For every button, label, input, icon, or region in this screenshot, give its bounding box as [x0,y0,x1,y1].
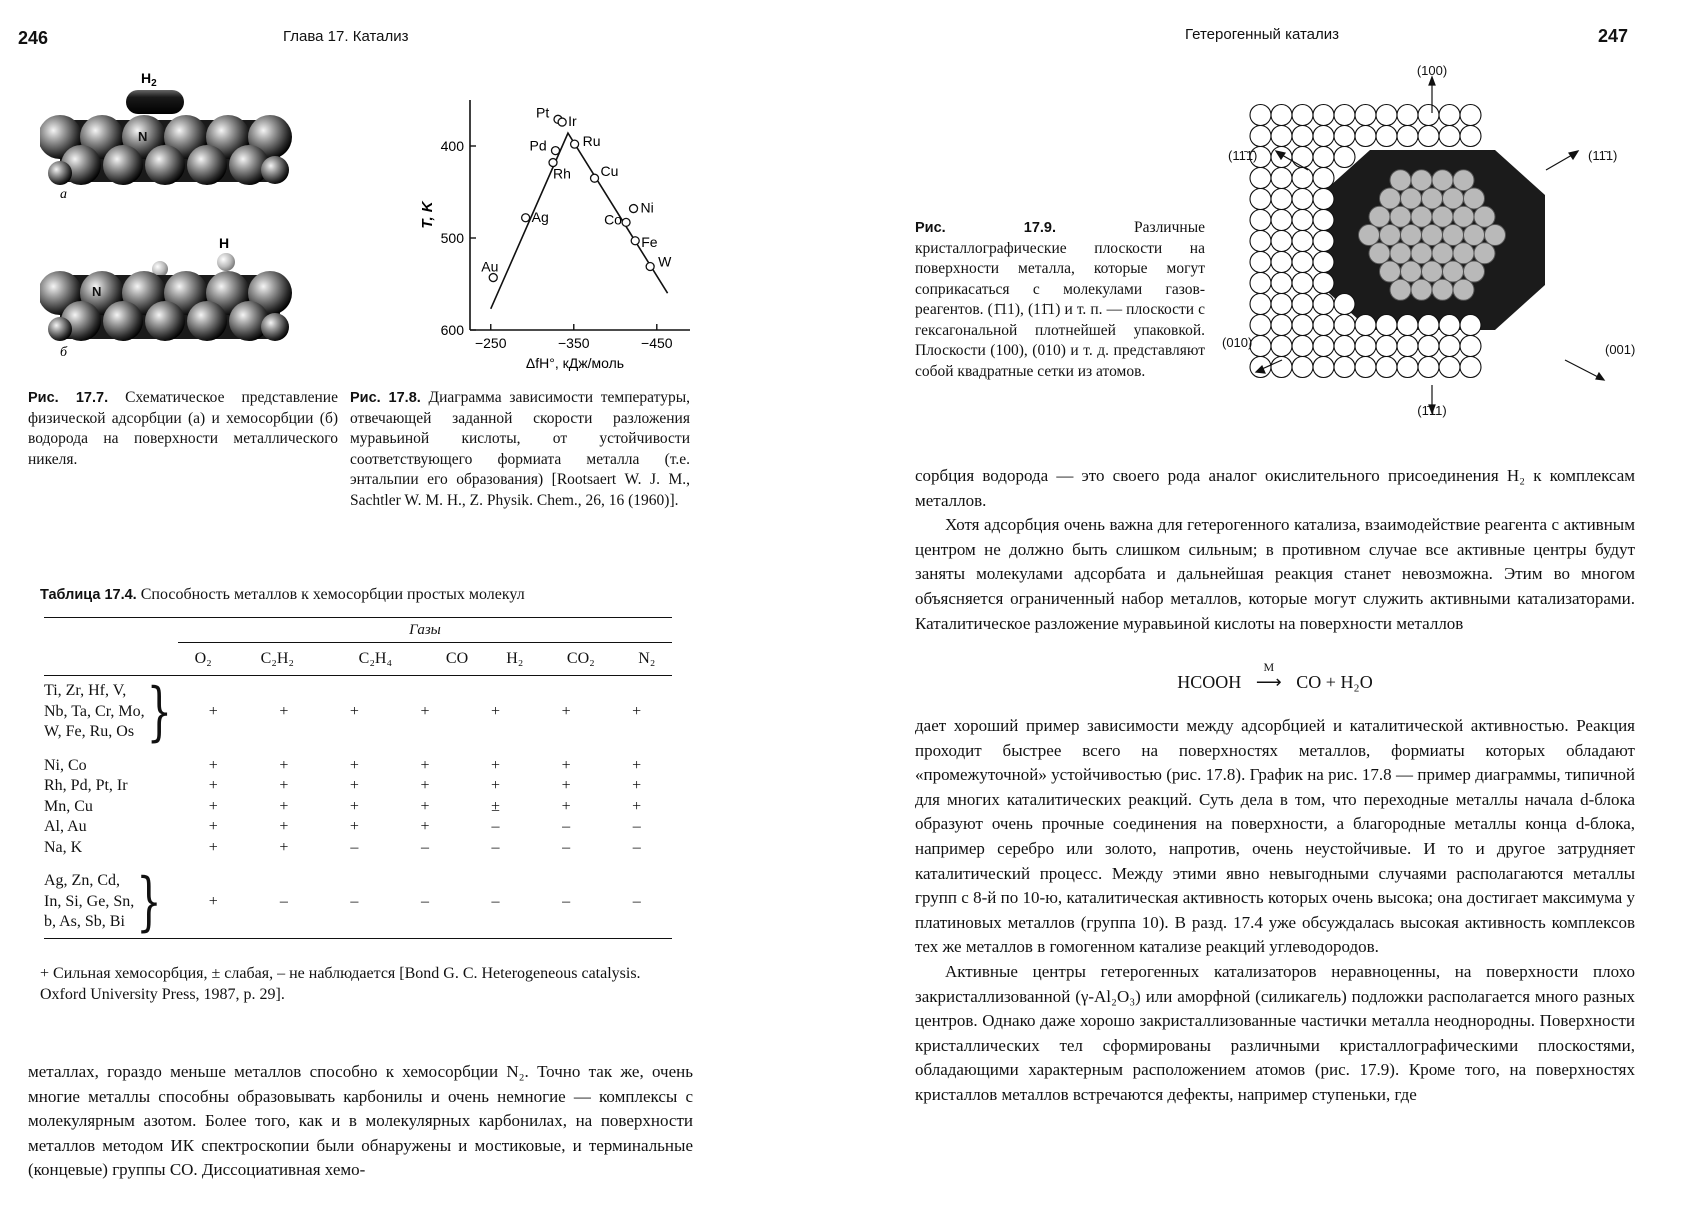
data-label: Ni [640,199,654,216]
surface-atom [1271,294,1292,315]
surface-atom [1418,105,1439,126]
hcp-atom [1464,261,1485,282]
hcp-atom [1411,243,1432,264]
row-brace: } [136,864,162,939]
data-label: W [658,253,672,270]
right-page-number: 247 [1598,26,1629,46]
hcp-atom [1464,225,1485,246]
table-cell: + [420,797,430,815]
caption-label: Рис. 17.8. [350,390,421,406]
figure-17-9-caption [915,218,1205,382]
surface-atom [1313,294,1334,315]
hcp-atom [1380,188,1401,209]
surface-atom [1460,126,1481,147]
surface-atom [1334,147,1355,168]
hcp-atom [1359,225,1380,246]
surface-atom [1313,147,1334,168]
hcp-atom [1443,225,1464,246]
hcp-atom [1390,279,1411,300]
h-atom [217,253,235,271]
data-label: Pt [536,104,550,121]
table-data [44,676,672,938]
table-column-header: C₂H₄ [358,650,393,667]
surface-atom [1250,189,1271,210]
caption-label: Рис. 17.7. [28,390,109,406]
surface-atom [1250,231,1271,252]
surface-atom [1376,126,1397,147]
metal-group-line: Al, Au [44,818,87,835]
metal-group-line: b, As, Sb, Bi [44,913,125,930]
surface-atom [1439,126,1460,147]
surface-atom [1355,357,1376,378]
table-cell: + [561,702,571,720]
plane-label-upper-left: (11̄1̄) [1228,148,1258,163]
surface-atom [1313,231,1334,252]
surface-atom [1334,315,1355,336]
hcp-atom [1432,206,1453,227]
surface-atom [1271,126,1292,147]
surface-atom [1292,105,1313,126]
surface-atom [1397,336,1418,357]
table-cell: – [279,892,288,910]
table-cell: – [350,892,359,910]
table-17-4-caption [40,586,680,604]
right-paragraph: дает хороший пример зависимости между адсорбцией и каталитической активностью. Реакция проходит быстрее всего на поверхностях металлов, формиаты которых обладают «промежуточной» устойчивостью (рис. 17.8). График на рис. 17.8 — пример диаграммы, типичной для многих каталитических реакций. Суть дела в том, что переходные металлы начала d-блока образуют очень прочные соединения на поверхности, а благородные металлы конца d-блока, например серебро или золото, напротив, очень неустойчивые. И то и другое затрудняет каталитический процесс. Между этими явно невыгодными случаями располагаются металлы групп с 8-й по 10-ю, каталитическая активность которых очень высока; она достигает максимума у платиновых металлов (группа 10). В разд. 17.4 уже обсуждалась высокая активность комплексов тех же металлов в гомогенном катализе реакций углеводородов. [915,716,1635,957]
surface-atom [1250,336,1271,357]
table-cell: + [491,756,501,774]
hcp-atom [1401,261,1422,282]
subfig-label-a: а [60,187,67,202]
table-row [44,838,672,859]
metal-group-line: Ag, Zn, Cd, [44,872,120,889]
surface-atom [1313,315,1334,336]
hcp-atom [1369,206,1390,227]
surface-atom [1397,315,1418,336]
table-cell: + [491,777,501,795]
table-cell: + [561,797,571,815]
x-tick-label: −350 [558,335,590,351]
subfig-label-b: б [60,345,68,360]
table-row [44,817,672,838]
surface-atom [1292,231,1313,252]
surface-atom [1250,105,1271,126]
metal-group-line: Rh, Pd, Pt, Ir [44,777,128,794]
x-axis-label: ΔfH°, кДж/моль [525,355,625,371]
table-cell: + [279,702,289,720]
surface-atom [1334,357,1355,378]
x-tick-label: −250 [474,335,507,351]
metal-group-line: Mn, Cu [44,797,93,815]
h2-molecule [126,90,184,114]
surface-atom [1292,273,1313,294]
plane-label-upper-right: (11̄1) [1588,148,1618,163]
hcp-atom [1411,170,1432,191]
table-group-header: Газы [409,622,441,638]
table-cell: + [349,818,359,836]
x-tick-label: −450 [641,335,673,351]
hcp-atom [1422,261,1443,282]
surface-atom [1292,315,1313,336]
surface-atom [1460,357,1481,378]
table-cell: – [420,838,429,856]
data-point-ni [630,205,638,213]
data-label: Cu [600,163,619,180]
table-cell: + [561,777,571,795]
hcp-atom [1443,188,1464,209]
surface-atom [1250,252,1271,273]
surface-atom [1313,273,1334,294]
table-metals-cell [44,676,178,748]
table-cell: + [349,797,359,815]
plane-label-010: (010) [1222,335,1253,350]
surface-atom [1292,126,1313,147]
hcp-atom [1411,279,1432,300]
row-brace: } [146,674,173,749]
table-cell: + [208,702,218,720]
formula-catalyst: M [1263,660,1275,674]
data-point-ag [522,214,530,222]
surface-atom [1439,315,1460,336]
table-cell: – [491,838,500,856]
surface-atom [1460,105,1481,126]
data-label: Fe [641,233,658,250]
surface-atom [1397,126,1418,147]
right-paragraph: Хотя адсорбция очень важна для гетерогенного катализа, взаимодействие реагента с активным центром не должно быть слишком сильным; в противном случае все активные центры будут заняты молекулами адсорбата и дальнейшая реакция станет невозможна. Этим во многом объясняется ограниченный набор металлов, которые могут служить активными катализаторами. Каталитическое разложение муравьиной кислоты на поверхности металлов [915,515,1635,633]
table-footnote: + Сильная хемосорбция, ± слабая, – не наблюдается [Bond G. C. Heterogeneous catalysis. Oxford University Press, 1987, p. 29]. [40,965,641,1003]
surface-atom [1418,336,1439,357]
surface-atom [1376,357,1397,378]
plane-label-bottom: (1̄11) [1417,403,1447,418]
hcp-atom [1432,279,1453,300]
surface-atom [1376,336,1397,357]
hcp-atom [1380,225,1401,246]
surface-atom [1460,315,1481,336]
data-point-cu [591,174,599,182]
table-cell: + [420,818,430,836]
table-cell: + [420,777,430,795]
surface-atom [1334,336,1355,357]
table-17-4 [44,617,672,939]
table-cell: – [491,818,500,836]
surface-atom [1334,294,1355,315]
right-running-head: Гетерогенный катализ [1185,26,1340,43]
right-paragraph: Активные центры гетерогенных катализаторов неравноценны, на поверхности плохо закристаллизованной (γ-Al₂O₃) или аморфной (силикагель) подложки располагается много разных центров. Однако даже хорошо закристаллизованные частички металла неоднородны. Поверхности кристаллических тел сформированы различными кристаллографическими плоскостями, обладающими характерным расположением атомов (рис. 17.9). Кроме того, на поверхностях кристаллов металлов встречаются дефекты, например ступеньки, где [915,961,1635,1104]
surface-atom [1271,189,1292,210]
surface-atom [1250,210,1271,231]
data-label: Pd [529,137,547,154]
table-row [44,866,672,938]
metal-group-line: Nb, Ta, Cr, Mo, [44,702,145,720]
hcp-atom [1432,170,1453,191]
left-body-text [28,1060,693,1183]
h2-label: $H_2$ [141,70,157,89]
surface-atom [1376,315,1397,336]
surface-atom [1271,210,1292,231]
surface-atom [1250,126,1271,147]
caption-label: Рис. 17.9. [915,220,1057,236]
hcp-atom [1390,170,1411,191]
table-cell: + [279,818,289,836]
surface-atom [1313,336,1334,357]
table-body [44,643,672,675]
left-page-number: 246 [18,28,49,48]
table-cell: + [208,838,218,856]
surface-atom [1418,126,1439,147]
figure-17-8-caption [350,388,690,511]
table-cell: + [561,756,571,774]
table-metals-cell [44,817,178,838]
surface-atom [1397,105,1418,126]
metal-group-line: In, Si, Ge, Sn, [44,892,135,910]
surface-atom [1313,168,1334,189]
surface-atom [1271,231,1292,252]
data-label: Co [604,211,622,228]
trend-line [491,133,668,309]
figure-17-9-crystal [1220,55,1660,430]
y-axis-label: T, K [419,201,436,229]
table-caption-text: Способность металлов к хемосорбции простых молекул [140,586,525,603]
hcp-atom [1390,206,1411,227]
hcp-atom [1485,225,1506,246]
table-cell: + [279,777,289,795]
table-column-header: CO [445,650,469,667]
hcp-atom [1369,243,1390,264]
data-point-co [622,218,630,226]
table-metals-cell [44,797,178,818]
table-caption-label: Таблица 17.4. [40,587,137,603]
reaction-formula [915,660,1635,693]
data-label: Au [481,258,499,275]
table-cell: + [632,702,642,720]
table-cell: – [632,838,641,856]
table-cell: ± [491,797,500,815]
table-cell: – [562,892,571,910]
surface-atom [1355,315,1376,336]
right-body-text-bottom [915,714,1635,1108]
surface-atom [1355,336,1376,357]
h-label: H [219,235,230,251]
hcp-atom [1411,206,1432,227]
surface-atom [1250,168,1271,189]
table-column-header: C₂H₂ [260,650,295,667]
caption-text: Схематическое представление физической адсорбции (а) и хемосорбции (б) водорода на поверхности металлического никеля. [28,389,338,468]
table-cell: + [279,838,289,856]
hcp-atom [1464,188,1485,209]
left-running-head: Глава 17. Катализ [283,28,409,45]
hcp-atom [1422,225,1443,246]
surface-atom [1418,357,1439,378]
surface-atom [1334,105,1355,126]
table-column-header: H₂ [506,650,524,667]
table-cell: + [208,818,218,836]
surface-atom [1439,357,1460,378]
formula-products: CO + H₂O [1296,672,1373,692]
hcp-atom [1453,170,1474,191]
table-cell: + [632,797,642,815]
surface-atom [1292,252,1313,273]
data-point-ir [558,118,566,126]
hcp-atom [1474,243,1495,264]
surface-atom [1292,168,1313,189]
caption-text: Диаграмма зависимости температуры, отвечающей заданной скорости разложения муравьиной кислоты, от устойчивости соответствующего формиата металла (т.е. энтальпии его образования) [Rootsaert W. J. M., Sachtler W. M. H., Z. Physik. Chem., 26, 16 (1960)]. [350,389,690,509]
surface-atom [1271,168,1292,189]
caption-text: Различные кристаллографические плоскости на поверхности металла, которые могут соприкасаться с молекулами газов-реагентов. (1̄11), (11̄1) и т. п. — плоскости с гексагональной плотнейшей упаковкой. Плоскости (100), (010) и т. д. представляют собой квадратные сетки из атомов. [915,219,1205,380]
figure-17-8-chart [410,90,710,380]
table-cell: + [349,756,359,774]
data-point-fe [631,237,639,245]
table-cell: + [279,797,289,815]
hcp-atom [1453,243,1474,264]
plane-label-001: (001) [1605,342,1636,357]
table-cell: + [632,756,642,774]
table-metals-cell [44,776,178,797]
surface-atom [1397,357,1418,378]
table-cell: – [350,838,359,856]
hcp-atom [1453,206,1474,227]
table-metals-cell [44,866,178,938]
surface-atom [1460,336,1481,357]
table-column-header: CO₂ [566,650,595,667]
table-cell: + [208,892,218,910]
table-cell: + [420,702,430,720]
hcp-atom [1401,188,1422,209]
formula-arrow: M ⟶ [1250,672,1288,693]
nickel-label-a: N [138,129,148,144]
data-point-ru [571,140,579,148]
y-tick-label: 500 [440,230,464,246]
y-tick-label: 400 [440,138,464,154]
surface-atom [1250,315,1271,336]
table-cell: – [491,892,500,910]
surface-atom [1313,252,1334,273]
table-cell: + [420,756,430,774]
surface-atom [1334,126,1355,147]
table-cell: – [632,818,641,836]
table-header-row [44,643,672,675]
hcp-atom [1390,243,1411,264]
plane-label-100: (100) [1416,63,1448,78]
metal-group-line: Ni, Co [44,756,87,774]
table-cell: + [208,797,218,815]
table-cell: + [208,777,218,795]
data-label: Ru [582,133,601,150]
hcp-atom [1432,243,1453,264]
surface-atom [1250,273,1271,294]
data-point-au [489,274,497,282]
table-cell: – [420,892,429,910]
table-cell: + [349,777,359,795]
table-cell: + [208,756,218,774]
surface-atom [1313,189,1334,210]
surface-atom [1313,357,1334,378]
hcp-atom [1474,206,1495,227]
metal-group-line: W, Fe, Ru, Os [44,723,135,740]
nickel-label-b: N [92,284,102,299]
table-column-header: O₂ [194,650,212,667]
left-paragraph: металлах, гораздо меньше металлов способно к хемосорбции N₂. Точно так же, очень многие металлы способны образовывать карбонилы и очень немногие — комплексы с молекулярным азотом. Более того, как и в молекулярных карбонилах, на поверхности металлов методом ИК спектроскопии были обнаружены и мостиковые, и терминальные (концевые) группы CO. Диссоциативная хемо- [28,1062,693,1180]
surface-atom [1313,126,1334,147]
figure-17-7-caption [28,388,338,470]
surface-atom [1292,189,1313,210]
surface-atom [1271,336,1292,357]
surface-atom [1439,105,1460,126]
surface-atom [1418,315,1439,336]
table-metals-cell [44,756,178,777]
table-metals-cell [44,838,178,859]
table-column-header: N₂ [638,650,656,667]
hcp-atom [1401,225,1422,246]
surface-atom [1313,105,1334,126]
table-cell: – [562,838,571,856]
right-paragraph: сорбция водорода — это своего рода аналог окислительного присоединения H₂ к комплексам металлов. [915,466,1635,510]
table-row [44,676,672,748]
table-cell: + [491,702,501,720]
surface-atom [1292,294,1313,315]
table-cell: – [562,818,571,836]
surface-atom [1271,252,1292,273]
figure-17-7b [40,235,292,360]
figure-17-7a [40,70,292,202]
surface-atom [1355,105,1376,126]
table-cell: + [279,756,289,774]
table-row [44,756,672,777]
y-tick-label: 600 [440,322,464,338]
surface-atom [1292,357,1313,378]
formula-reactant: HCOOH [1177,672,1242,692]
surface-atom [1292,210,1313,231]
surface-atom [1271,273,1292,294]
metal-group-line: Ti, Zr, Hf, V, [44,682,127,699]
table-cell: + [632,777,642,795]
hcp-atom [1453,279,1474,300]
hcp-atom [1380,261,1401,282]
surface-atom [1355,126,1376,147]
metal-group-line: Na, K [44,838,83,856]
data-point-w [646,263,654,271]
hcp-atom [1422,188,1443,209]
surface-atom [1313,210,1334,231]
data-label: Rh [553,165,571,182]
data-label: Ag [531,208,549,225]
surface-atom [1439,336,1460,357]
figure-17-7-illustration [40,65,300,365]
data-label: Ir [568,113,577,130]
hcp-atom [1443,261,1464,282]
table-cell: – [632,892,641,910]
surface-atom [1271,105,1292,126]
table-row [44,797,672,818]
surface-atom [1271,315,1292,336]
surface-atom [1292,147,1313,168]
right-body-text-top [915,464,1635,636]
table-cell: + [349,702,359,720]
table-row [44,776,672,797]
data-point-pd [552,147,560,155]
surface-atom [1292,336,1313,357]
surface-atom [1376,105,1397,126]
surface-atom [1250,294,1271,315]
